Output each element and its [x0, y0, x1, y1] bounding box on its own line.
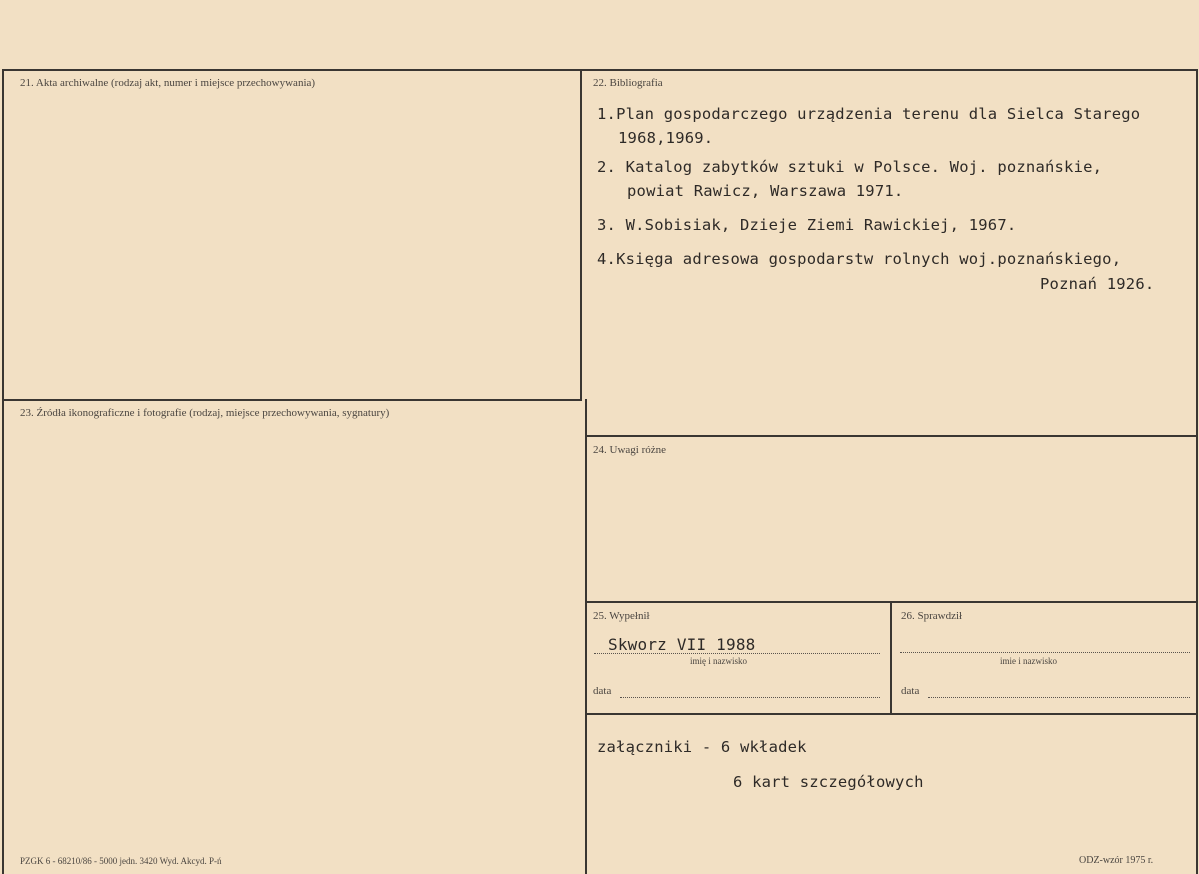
bibliography-entry: 1.Plan gospodarczego urządzenia terenu dla Sielca Starego	[597, 105, 1141, 123]
center-divider-upper	[580, 69, 582, 401]
rule-21-23	[2, 399, 582, 401]
filled-by-date-line	[620, 697, 880, 698]
divider-25-26	[890, 601, 892, 715]
attachments-line-2: 6 kart szczegółowych	[733, 773, 924, 791]
bibliography-entry: powiat Rawicz, Warszawa 1971.	[627, 182, 904, 200]
top-rule	[2, 69, 1197, 71]
section-24-label: 24. Uwagi różne	[593, 444, 667, 456]
section-21-label: 21. Akta archiwalne (rodzaj akt, numer i miejsce przechowywania)	[20, 77, 316, 89]
filled-by-date-label: data	[593, 685, 612, 697]
center-divider-lower	[585, 399, 587, 874]
bibliography-entry: 2. Katalog zabytków sztuki w Polsce. Woj. poznańskie,	[597, 158, 1103, 176]
checked-by-date-line	[928, 697, 1190, 698]
left-border	[2, 69, 4, 874]
section-22-label: 22. Bibliografia	[593, 77, 663, 89]
rule-22-24	[586, 435, 1197, 437]
checked-by-name-caption: imie i nazwisko	[1000, 656, 1057, 666]
bibliography-entry: Poznań 1926.	[1040, 275, 1155, 293]
filled-by-name-line	[594, 653, 880, 654]
bibliography-entry: 1968,1969.	[618, 129, 714, 147]
bibliography-entry: 4.Księga adresowa gospodarstw rolnych woj.poznańskiego,	[597, 250, 1122, 268]
filled-by-name-caption: imię i nazwisko	[690, 656, 747, 666]
section-23-label: 23. Źródła ikonograficzne i fotografie (rodzaj, miejsce przechowywania, sygnatury)	[20, 407, 390, 419]
attachments-line-1: załączniki - 6 wkładek	[597, 738, 807, 756]
right-border	[1196, 69, 1198, 874]
print-info: PZGK 6 - 68210/86 - 5000 jedn. 3420 Wyd. Akcyd. P-ń	[20, 856, 222, 866]
filled-by-value: Skworz VII 1988	[608, 635, 756, 654]
form-model-id: ODZ-wzór 1975 r.	[1079, 855, 1154, 866]
bibliography-entry: 3. W.Sobisiak, Dzieje Ziemi Rawickiej, 1967.	[597, 216, 1017, 234]
section-26-label: 26. Sprawdził	[901, 610, 963, 622]
checked-by-date-label: data	[901, 685, 920, 697]
section-25-label: 25. Wypełnił	[593, 610, 650, 622]
checked-by-name-line	[900, 652, 1190, 653]
